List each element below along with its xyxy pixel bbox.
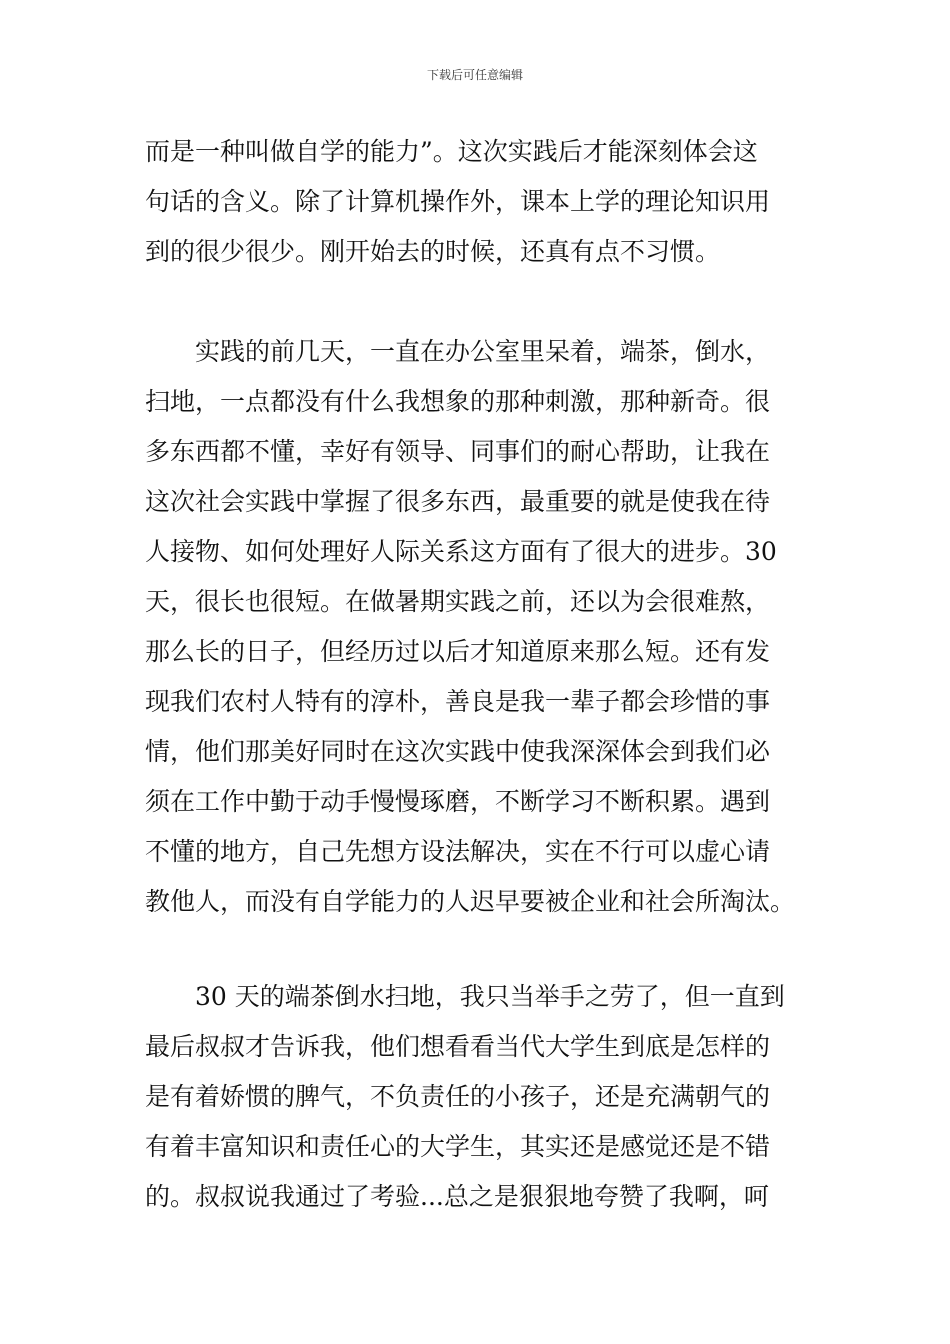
paragraph-3 [145,972,810,1222]
paragraph-1 [145,127,810,277]
text-line: 30 天的端茶倒水扫地，我只当举手之劳了，但一直到 [145,982,785,1011]
text-line: 人接物、如何处理好人际关系这方面有了很大的进步。30 [145,537,777,566]
text-line: 是有着娇惯的脾气，不负责任的小孩子，还是充满朝气的 [145,1082,771,1111]
text-line: 不懂的地方，自己先想方设法解决，实在不行可以虚心请 [145,837,771,866]
text-line: 现我们农村人特有的淳朴，善良是我一辈子都会珍惜的事 [145,687,771,716]
text-line: 教他人，而没有自学能力的人迟早要被企业和社会所淘汰。 [145,887,796,916]
text-line: 天，很长也很短。在做暑期实践之前，还以为会很难熬， [145,587,771,616]
page-header-note: 下载后可任意编辑 [426,68,523,82]
paragraph-2 [145,327,810,927]
text-line: 有着丰富知识和责任心的大学生，其实还是感觉还是不错 [145,1132,771,1161]
text-line: 须在工作中勤于动手慢慢琢磨，不断学习不断积累。遇到 [145,787,771,816]
text-line: 实践的前几天，一直在办公室里呆着，端茶，倒水， [145,337,771,366]
text-line: 多东西都不懂，幸好有领导、同事们的耐心帮助，让我在 [145,437,771,466]
text-line: 最后叔叔才告诉我，他们想看看当代大学生到底是怎样的 [145,1032,771,1061]
text-line: 到的很少很少。刚开始去的时候，还真有点不习惯。 [145,237,721,266]
text-line: 而是一种叫做自学的能力”。这次实践后才能深刻体会这 [145,137,758,166]
text-line: 情，他们那美好同时在这次实践中使我深深体会到我们必 [145,737,771,766]
text-line: 这次社会实践中掌握了很多东西，最重要的就是使我在待 [145,487,771,516]
text-line: 句话的含义。除了计算机操作外，课本上学的理论知识用 [145,187,771,216]
text-line: 扫地，一点都没有什么我想象的那种刺激，那种新奇。很 [145,387,771,416]
text-line: 的。叔叔说我通过了考验...总之是狠狠地夸赞了我啊，呵 [145,1182,769,1211]
text-line: 那么长的日子，但经历过以后才知道原来那么短。还有发 [145,637,771,666]
